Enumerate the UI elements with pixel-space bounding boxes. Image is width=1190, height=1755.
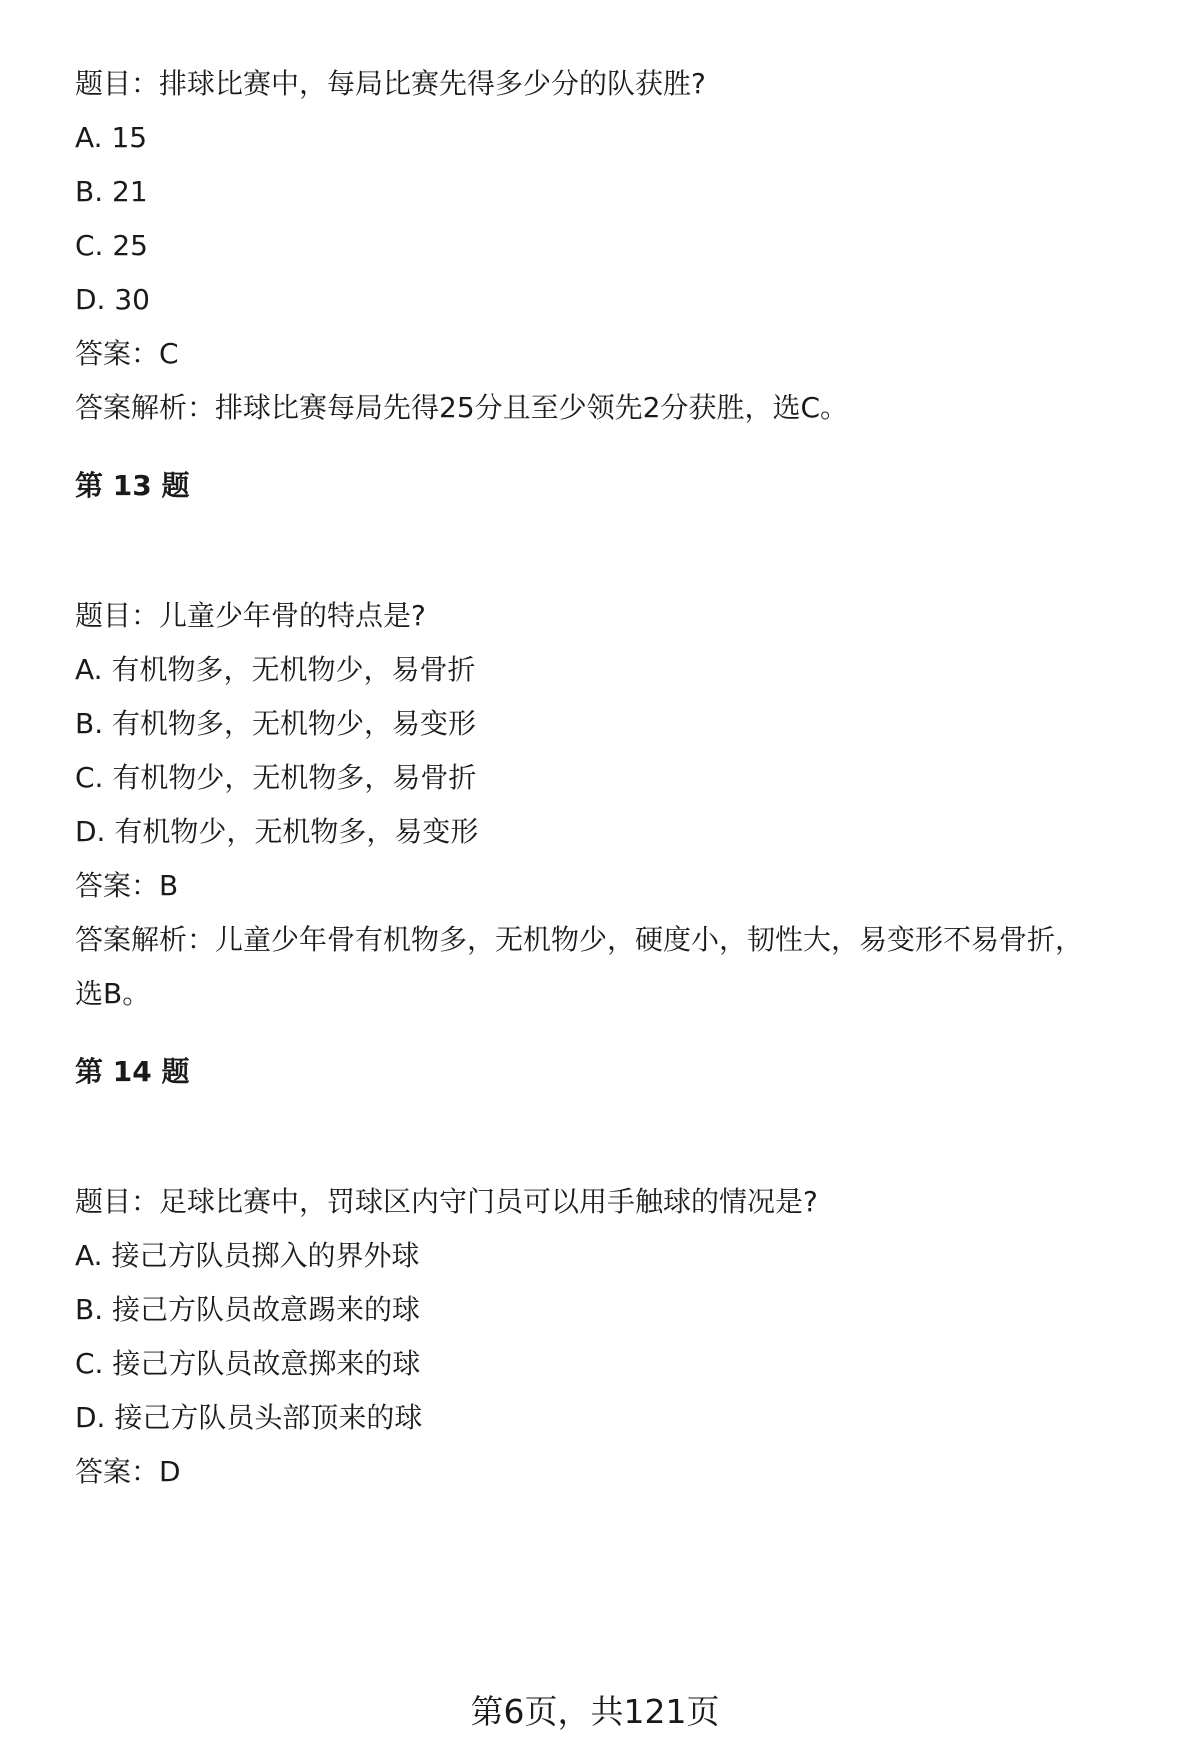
q14-stem: 题目：足球比赛中，罚球区内守门员可以用手触球的情况是? — [75, 1185, 818, 1218]
q12-option-c: C. 25 — [75, 229, 148, 262]
q12-option-a: A. 15 — [75, 121, 148, 154]
q14-option-a: A. 接己方队员掷入的界外球 — [75, 1239, 420, 1272]
q14-option-d: D. 接己方队员头部顶来的球 — [75, 1401, 423, 1434]
q12-stem: 题目：排球比赛中，每局比赛先得多少分的队获胜? — [75, 67, 706, 100]
q13-answer: 答案：B — [75, 869, 179, 902]
q14-answer: 答案：D — [75, 1455, 181, 1488]
q13-option-d: D. 有机物少，无机物多，易变形 — [75, 815, 479, 848]
q12-explanation: 答案解析：排球比赛每局先得25分且至少领先2分获胜，选C。 — [75, 391, 848, 424]
q13-explanation-line1: 答案解析：儿童少年骨有机物多，无机物少，硬度小，韧性大，易变形不易骨折， — [75, 923, 1084, 956]
q13-heading: 第 13 题 — [75, 469, 190, 502]
q14-heading: 第 14 题 — [75, 1055, 190, 1088]
q14-option-c: C. 接己方队员故意掷来的球 — [75, 1347, 421, 1380]
q13-stem: 题目：儿童少年骨的特点是? — [75, 599, 426, 632]
page-number-footer: 第6页，共121页 — [470, 1692, 720, 1731]
q12-answer: 答案：C — [75, 337, 179, 370]
q12-option-d: D. 30 — [75, 283, 150, 316]
q13-option-c: C. 有机物少，无机物多，易骨折 — [75, 761, 477, 794]
q13-option-a: A. 有机物多，无机物少，易骨折 — [75, 653, 476, 686]
q13-option-b: B. 有机物多，无机物少，易变形 — [75, 707, 477, 740]
q14-option-b: B. 接己方队员故意踢来的球 — [75, 1293, 421, 1326]
q12-option-b: B. 21 — [75, 175, 148, 208]
q13-explanation-line2: 选B。 — [75, 977, 151, 1010]
